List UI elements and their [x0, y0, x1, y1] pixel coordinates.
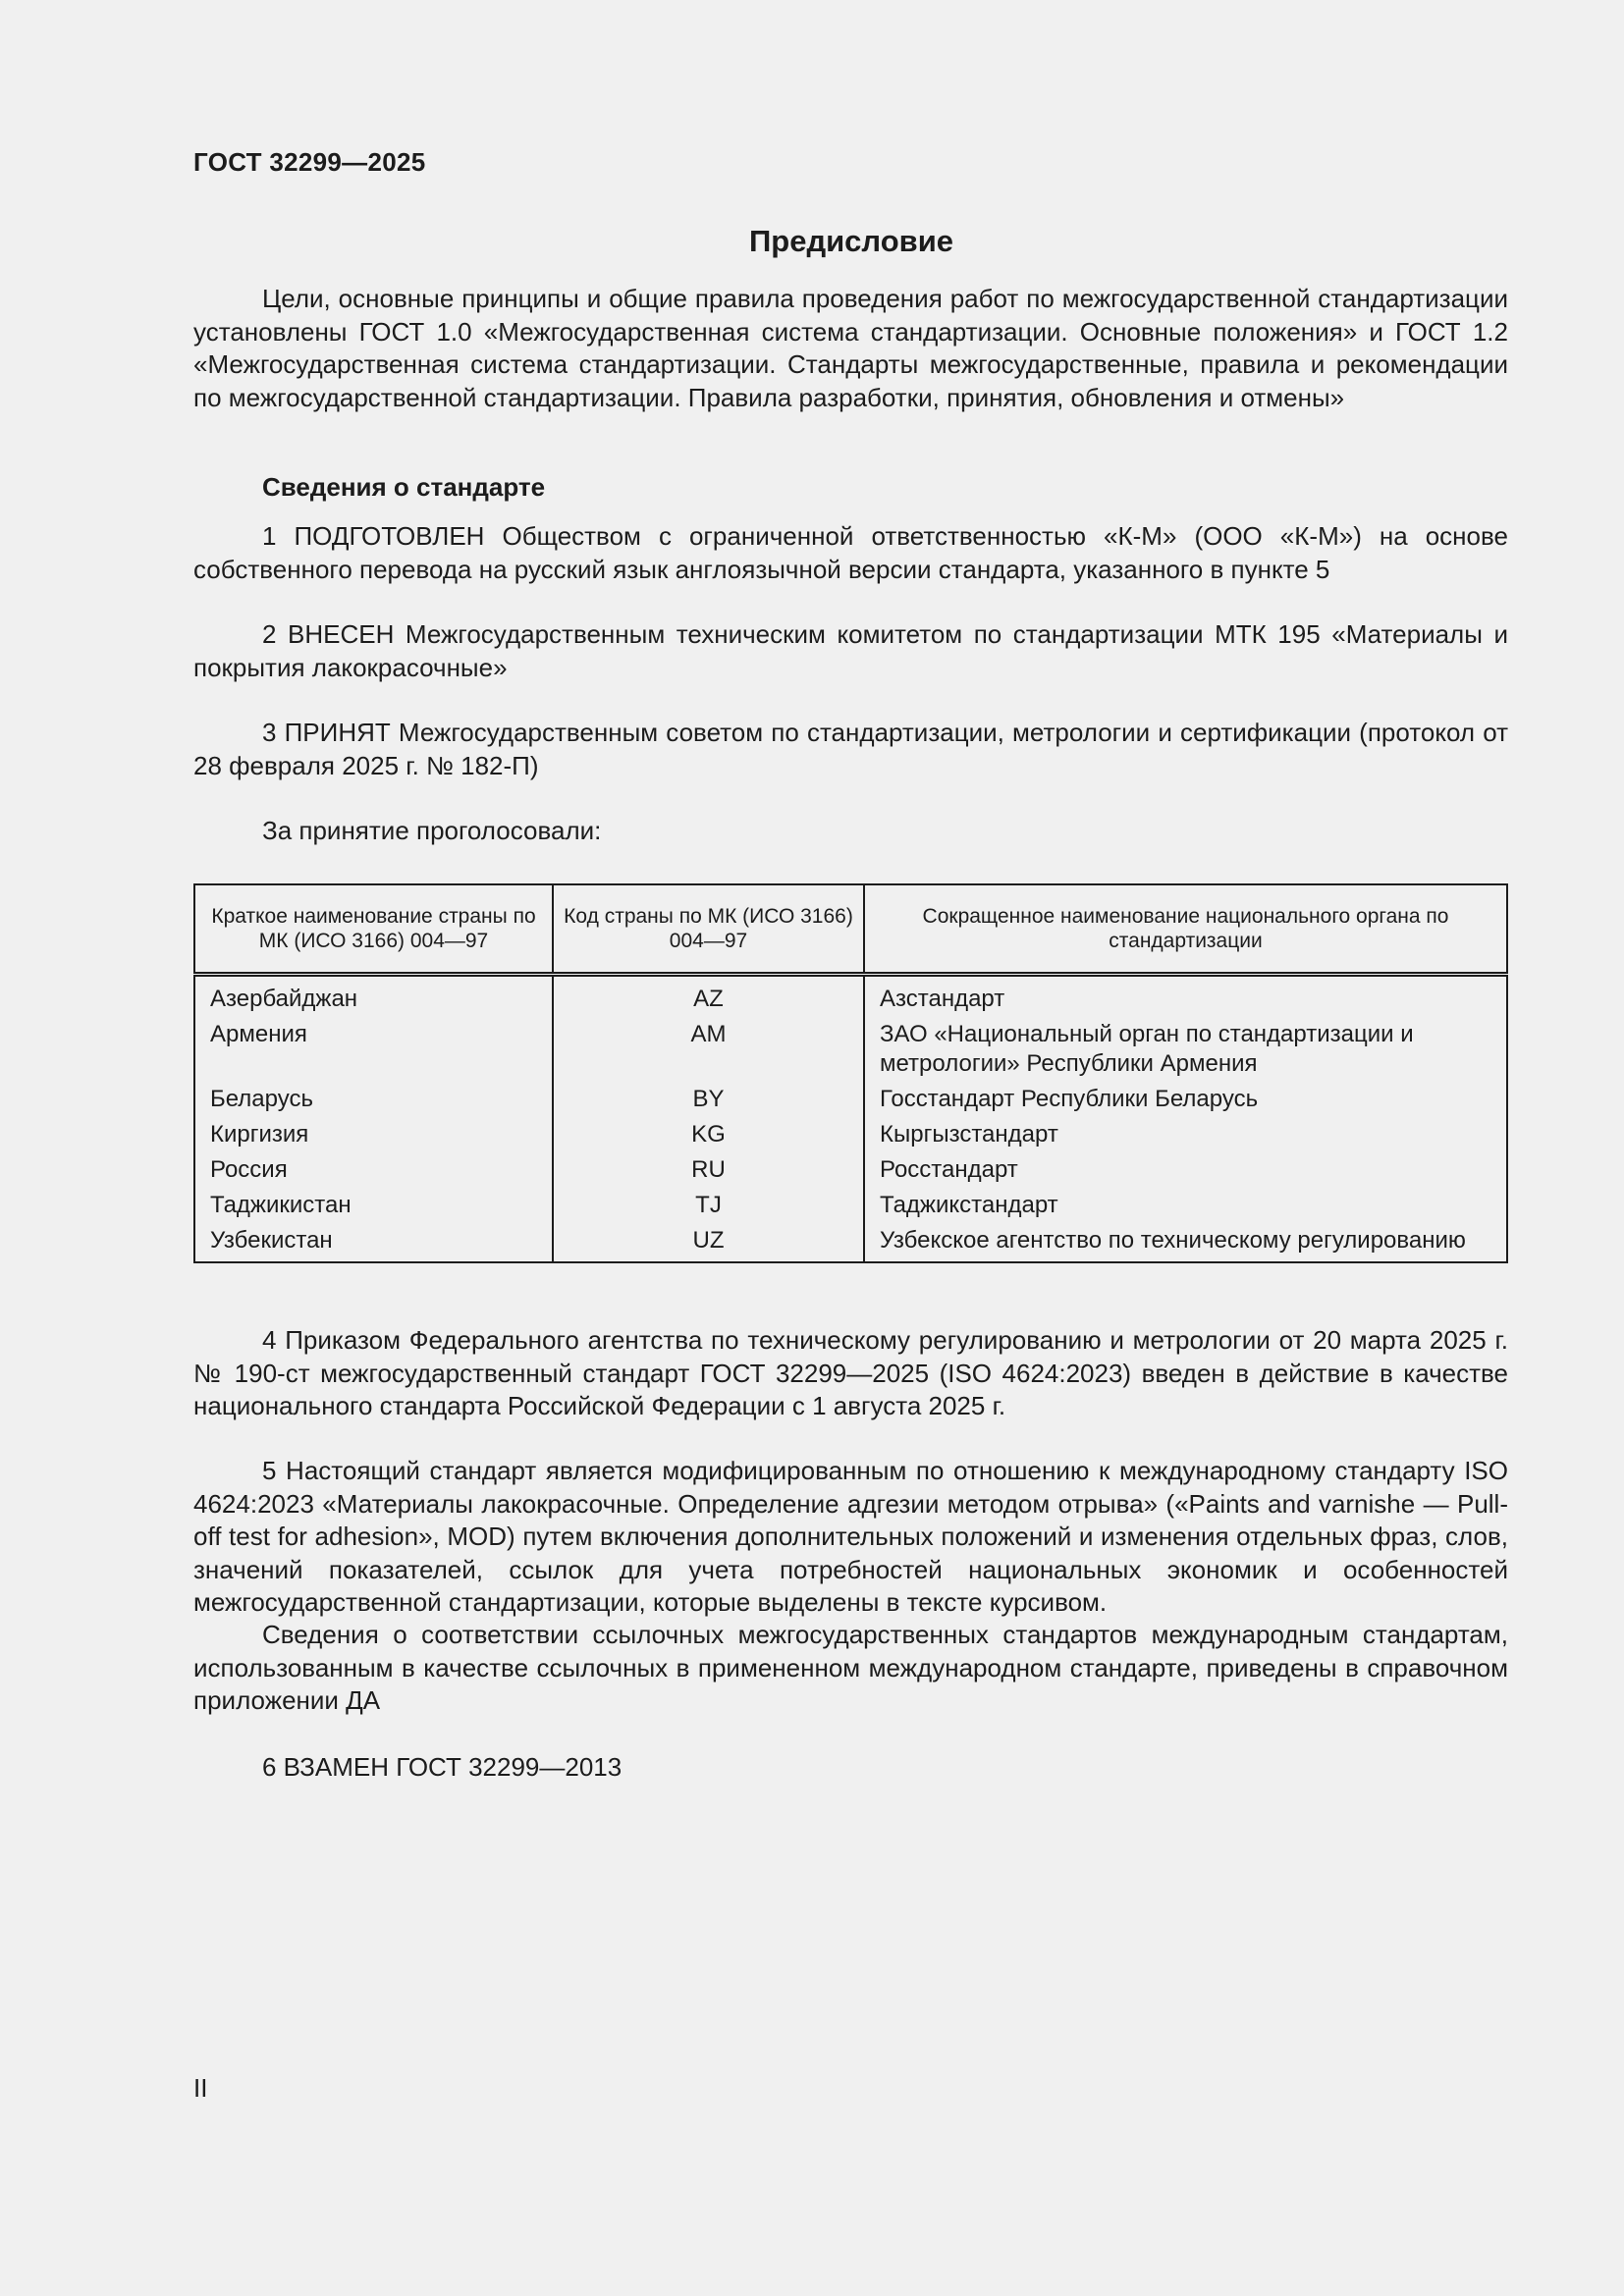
item-1-prepared: 1 ПОДГОТОВЛЕН Обществом с ограниченной ответственностью «К-М» (ООО «К-М») на основе собственного перевода на русский язык англоязычной версии стандарта, указанного в пункте 5	[193, 521, 1508, 584]
cell-country: Россия	[194, 1152, 553, 1188]
cell-code: BY	[553, 1082, 864, 1117]
cell-code: RU	[553, 1152, 864, 1188]
cell-code: AM	[553, 1017, 864, 1082]
table-row	[194, 1082, 1507, 1117]
header-body: Сокращенное наименование национального органа по стандартизации	[864, 884, 1507, 975]
table-row	[194, 1017, 1507, 1082]
header-code: Код страны по МК (ИСО 3166) 004—97	[553, 884, 864, 975]
cell-country: Таджикистан	[194, 1188, 553, 1223]
table-row	[194, 1188, 1507, 1223]
cell-code: UZ	[553, 1223, 864, 1262]
cell-country: Беларусь	[194, 1082, 553, 1117]
intro-paragraph: Цели, основные принципы и общие правила проведения работ по межгосударственной стандартизации установлены ГОСТ 1.0 «Межгосударственная система стандартизации. Основные положения» и ГОСТ 1.2 «Межгосударственная система стандартизации. Стандарты межгосударственные, правила и рекомендации по межгосударственной стандартизации. Правила разработки, принятия, обновления и отмены»	[193, 284, 1508, 412]
cell-body: Госстандарт Республики Беларусь	[864, 1082, 1507, 1117]
cell-body: Кыргызстандарт	[864, 1117, 1507, 1152]
cell-body: Узбекское агентство по техническому регулированию	[864, 1223, 1507, 1262]
table-header-row	[194, 884, 1507, 975]
header-country: Краткое наименование страны по МК (ИСО 3166) 004—97	[194, 884, 553, 975]
cell-code: KG	[553, 1117, 864, 1152]
cell-country: Узбекистан	[194, 1223, 553, 1262]
standard-info-heading: Сведения о стандарте	[262, 472, 546, 502]
cell-code: TJ	[553, 1188, 864, 1223]
item-4-order: 4 Приказом Федерального агентства по техническому регулированию и метрологии от 20 марта 2025 г. № 190-ст межгосударственный стандарт ГОСТ 32299—2025 (ISO 4624:2023) введен в действие в качестве национального стандарта Российской Федерации с 1 августа 2025 г.	[193, 1325, 1508, 1420]
cell-body: Таджикстандарт	[864, 1188, 1507, 1223]
item-6-replaces: 6 ВЗАМЕН ГОСТ 32299—2013	[262, 1752, 623, 1782]
voting-states-table	[193, 883, 1508, 1263]
cell-country: Киргизия	[194, 1117, 553, 1152]
page-number: II	[193, 2073, 208, 2103]
document-code: ГОСТ 32299—2025	[193, 147, 426, 177]
table-row	[194, 1223, 1507, 1262]
cell-body: Азстандарт	[864, 975, 1507, 1018]
cell-country: Азербайджан	[194, 975, 553, 1018]
table-row	[194, 1152, 1507, 1188]
table-row	[194, 975, 1507, 1018]
cell-body: Росстандарт	[864, 1152, 1507, 1188]
item-5-modification: 5 Настоящий стандарт является модифицированным по отношению к международному стандарту ISO 4624:2023 «Материалы лакокрасочные. Определение адгезии методом отрыва» («Paints and varnishe — Pull-off test for adhesion», MOD) путем включения дополнительных положений и изменения отдельных фраз, слов, значений показателей, ссылок для учета потребностей национальных экономик и особенностей межгосударственной стандартизации, которые выделены в тексте курсивом.	[193, 1456, 1508, 1617]
item-3-adopted: 3 ПРИНЯТ Межгосударственным советом по стандартизации, метрологии и сертификации (протокол от 28 февраля 2025 г. № 182-П)	[193, 718, 1508, 780]
cell-body: ЗАО «Национальный орган по стандартизации и метрологии» Республики Армения	[864, 1017, 1507, 1082]
votes-label: За принятие проголосовали:	[262, 816, 602, 845]
cell-country: Армения	[194, 1017, 553, 1082]
page-title: Предисловие	[748, 224, 953, 258]
cell-code: AZ	[553, 975, 864, 1018]
table-row	[194, 1117, 1507, 1152]
item-5-reference-note: Сведения о соответствии ссылочных межгосударственных стандартов международным стандартам, использованным в качестве ссылочных в примененном международном стандарте, приведены в справочном приложении ДА	[193, 1620, 1508, 1715]
item-2-submitted: 2 ВНЕСЕН Межгосударственным техническим комитетом по стандартизации МТК 195 «Материалы и покрытия лакокрасочные»	[193, 619, 1508, 682]
